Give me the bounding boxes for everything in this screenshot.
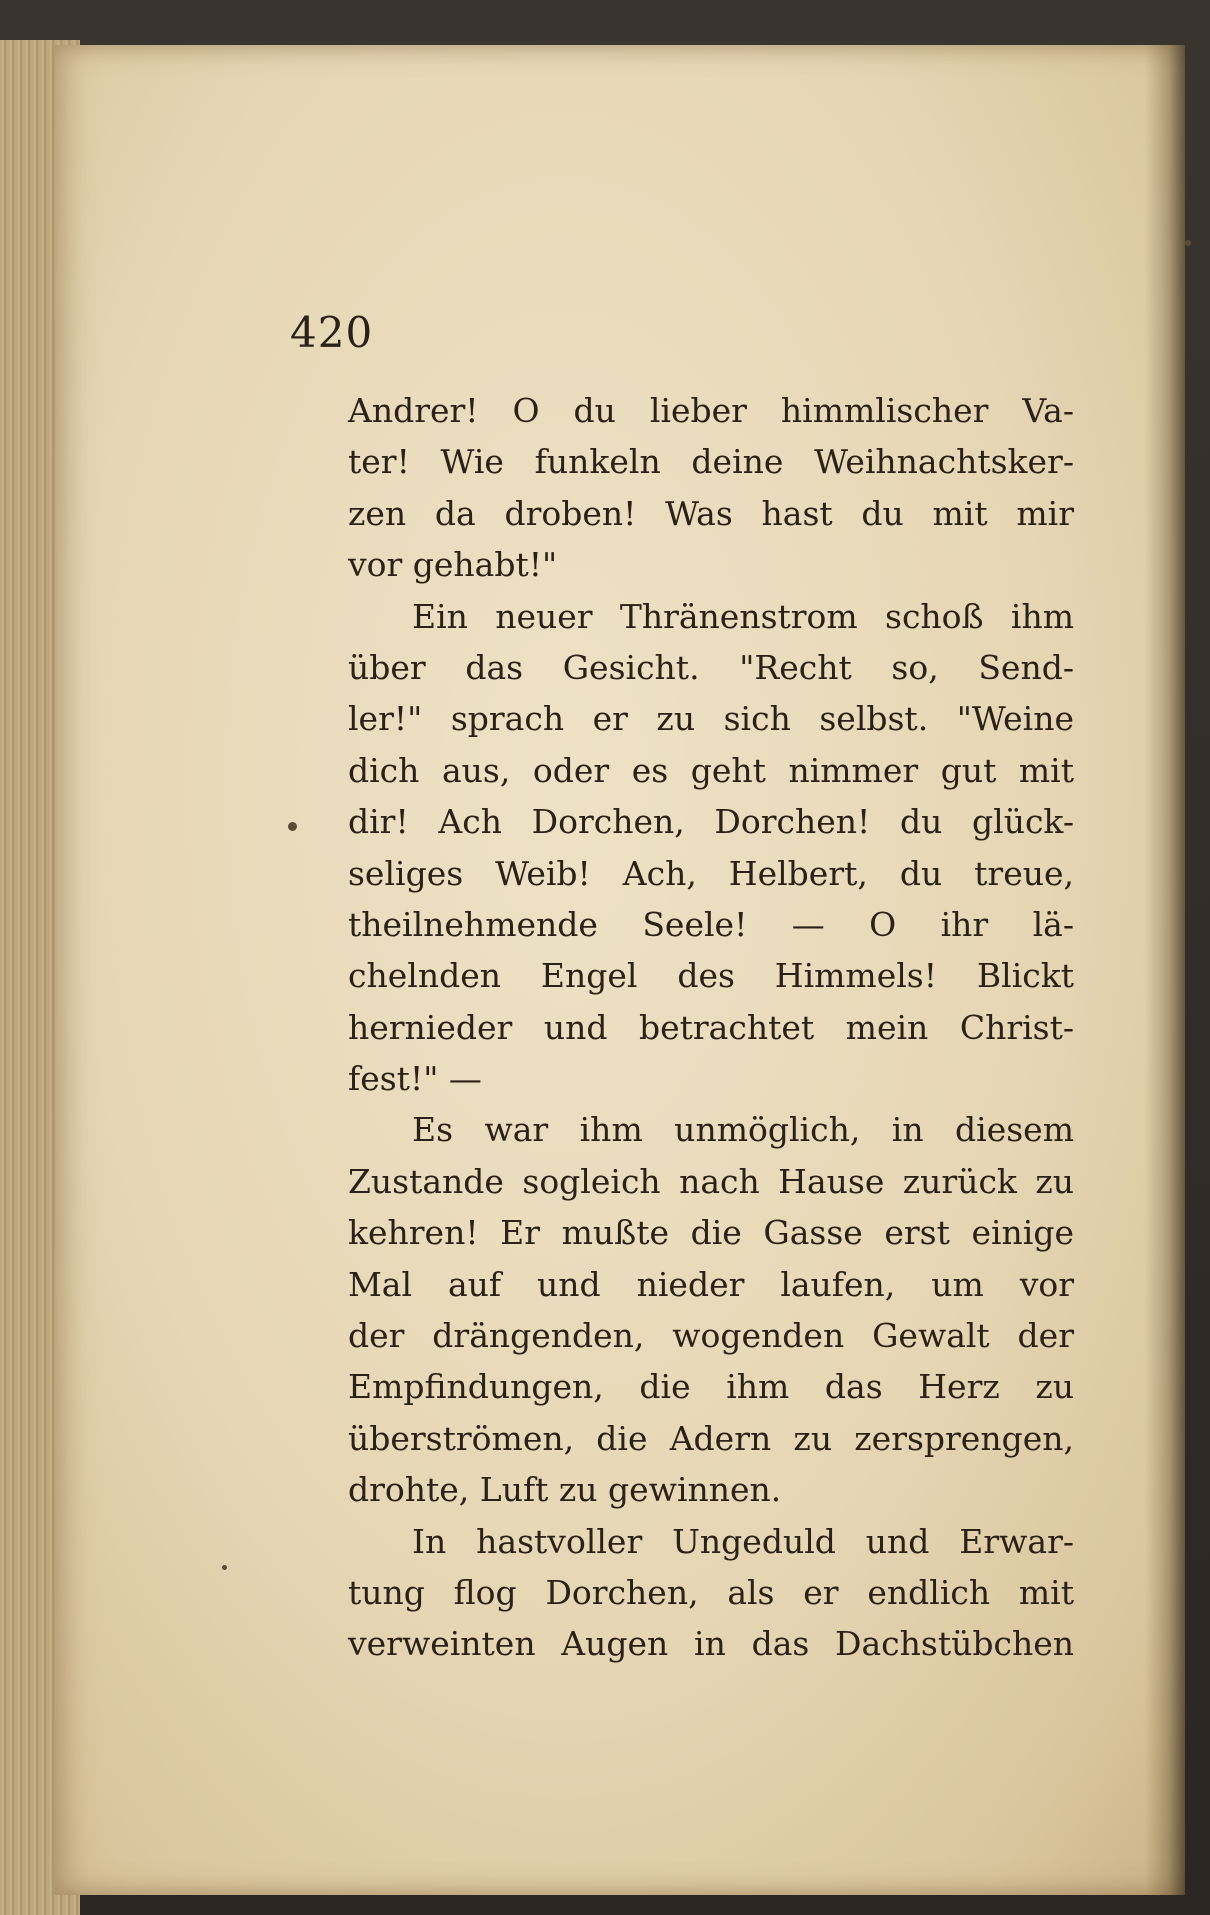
- page-gutter: [1145, 45, 1185, 1895]
- text-line: über das Gesicht. "Recht so, Send-: [348, 647, 1074, 687]
- body-text: [348, 385, 1074, 1670]
- text-line: Es war ihm unmöglich, in diesem: [412, 1110, 1074, 1150]
- text-line: zen da droben! Was hast du mit mir: [348, 493, 1074, 533]
- text-line: dir! Ach Dorchen, Dorchen! du glück-: [348, 802, 1074, 842]
- text-line: verweinten Augen in das Dachstübchen: [348, 1624, 1074, 1664]
- ink-speck: [288, 822, 297, 831]
- text-line: seliges Weib! Ach, Helbert, du treue,: [348, 853, 1074, 893]
- text-line: kehren! Er mußte die Gasse erst einige: [348, 1213, 1074, 1253]
- text-line: ler!" sprach er zu sich selbst. "Weine: [348, 699, 1074, 739]
- text-line: Empfindungen, die ihm das Herz zu: [348, 1367, 1074, 1407]
- text-line: überströmen, die Adern zu zersprengen,: [348, 1418, 1074, 1458]
- text-line: fest!" —: [348, 1059, 482, 1099]
- text-line: chelnden Engel des Himmels! Blickt: [348, 956, 1074, 996]
- text-line: drohte, Luft zu gewinnen.: [348, 1470, 782, 1510]
- text-line: Andrer! O du lieber himmlischer Va-: [348, 391, 1074, 430]
- text-line: In hastvoller Ungeduld und Erwar-: [412, 1521, 1074, 1561]
- text-line: Mal auf und nieder laufen, um vor: [348, 1264, 1074, 1304]
- text-line: Ein neuer Thränenstrom schoß ihm: [412, 596, 1074, 636]
- page-number: 420: [290, 308, 374, 357]
- text-line: der drängenden, wogenden Gewalt der: [348, 1316, 1074, 1356]
- text-line: hernieder und betrachtet mein Christ-: [348, 1007, 1074, 1047]
- text-line: ter! Wie funkeln deine Weihnachtsker-: [348, 442, 1074, 482]
- text-line: theilnehmende Seele! — O ihr lä-: [348, 904, 1074, 944]
- ink-speck: [222, 1565, 227, 1570]
- text-line: Zustande sogleich nach Hause zurück zu: [348, 1161, 1074, 1201]
- text-line: dich aus, oder es geht nimmer gut mit: [348, 750, 1074, 790]
- ink-speck: [1185, 240, 1191, 246]
- text-line: vor gehabt!": [348, 545, 558, 585]
- text-line: tung flog Dorchen, als er endlich mit: [348, 1572, 1074, 1612]
